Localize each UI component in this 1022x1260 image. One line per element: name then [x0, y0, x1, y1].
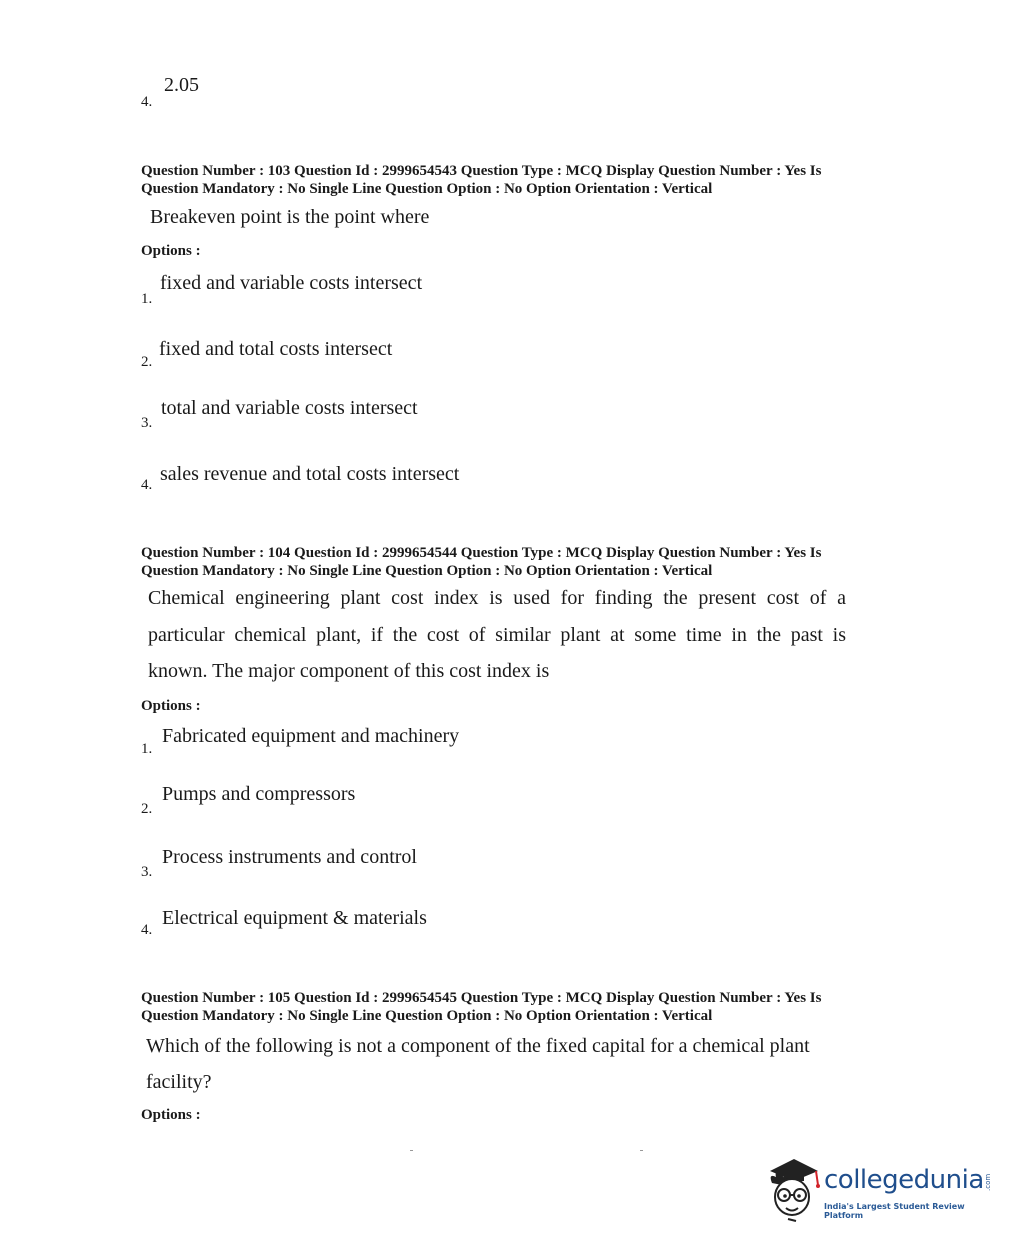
q103-option-3-text[interactable]: total and variable costs intersect — [161, 397, 418, 419]
q103-meta-line1: Question Number : 103 Question Id : 2999654543 Question Type : MCQ Display Question Number : Yes Is — [141, 163, 822, 179]
q103-option-4-number: 4. — [141, 477, 153, 493]
q104-option-1-number: 1. — [141, 741, 153, 757]
q104-option-4-number: 4. — [141, 922, 153, 938]
student-mascot-icon — [762, 1153, 822, 1223]
q104-option-2-text[interactable]: Pumps and compressors — [162, 783, 356, 805]
q103-option-2-text[interactable]: fixed and total costs intersect — [159, 338, 393, 360]
prev-option-4-text: 2.05 — [164, 74, 199, 96]
scan-mark — [640, 1150, 643, 1151]
q104-option-4-text[interactable]: Electrical equipment & materials — [162, 907, 427, 929]
logo-tagline: India's Largest Student Review Platform — [824, 1202, 965, 1220]
q104-meta-line1: Question Number : 104 Question Id : 2999654544 Question Type : MCQ Display Question Number : Yes Is — [141, 545, 822, 561]
q103-options-label: Options : — [141, 243, 201, 259]
logo-wordmark: collegedunia — [824, 1165, 984, 1195]
q103-option-1-number: 1. — [141, 291, 153, 307]
q105-meta-line2: Question Mandatory : No Single Line Question Option : No Option Orientation : Vertical — [141, 1008, 713, 1024]
collegedunia-logo[interactable] — [762, 1153, 1002, 1223]
q103-option-2-number: 2. — [141, 354, 153, 370]
q104-option-2-number: 2. — [141, 801, 153, 817]
q104-option-1-text[interactable]: Fabricated equipment and machinery — [162, 725, 460, 747]
q103-meta-line2: Question Mandatory : No Single Line Question Option : No Option Orientation : Vertical — [141, 181, 713, 197]
scan-mark — [410, 1150, 413, 1151]
q104-question-line2: particular chemical plant, if the cost of similar plant at some time in the past is — [148, 624, 846, 646]
q105-question-line1: Which of the following is not a component of the fixed capital for a chemical plant — [146, 1035, 810, 1057]
q105-options-label: Options : — [141, 1107, 201, 1123]
q104-option-3-number: 3. — [141, 864, 153, 880]
q104-meta-line2: Question Mandatory : No Single Line Question Option : No Option Orientation : Vertical — [141, 563, 713, 579]
q105-meta-line1: Question Number : 105 Question Id : 2999654545 Question Type : MCQ Display Question Number : Yes Is — [141, 990, 822, 1006]
q104-question-line1: Chemical engineering plant cost index is used for finding the present cost of a — [148, 587, 846, 609]
q103-option-1-text[interactable]: fixed and variable costs intersect — [160, 272, 423, 294]
q104-question-line3: known. The major component of this cost index is — [148, 660, 550, 682]
q105-question-line2: facility? — [146, 1071, 212, 1093]
logo-domain: .com — [984, 1173, 992, 1191]
q103-option-3-number: 3. — [141, 415, 153, 431]
prev-option-4-number: 4. — [141, 94, 153, 110]
q104-options-label: Options : — [141, 698, 201, 714]
q103-question-text: Breakeven point is the point where — [150, 206, 430, 228]
q104-option-3-text[interactable]: Process instruments and control — [162, 846, 417, 868]
q103-option-4-text[interactable]: sales revenue and total costs intersect — [160, 463, 460, 485]
